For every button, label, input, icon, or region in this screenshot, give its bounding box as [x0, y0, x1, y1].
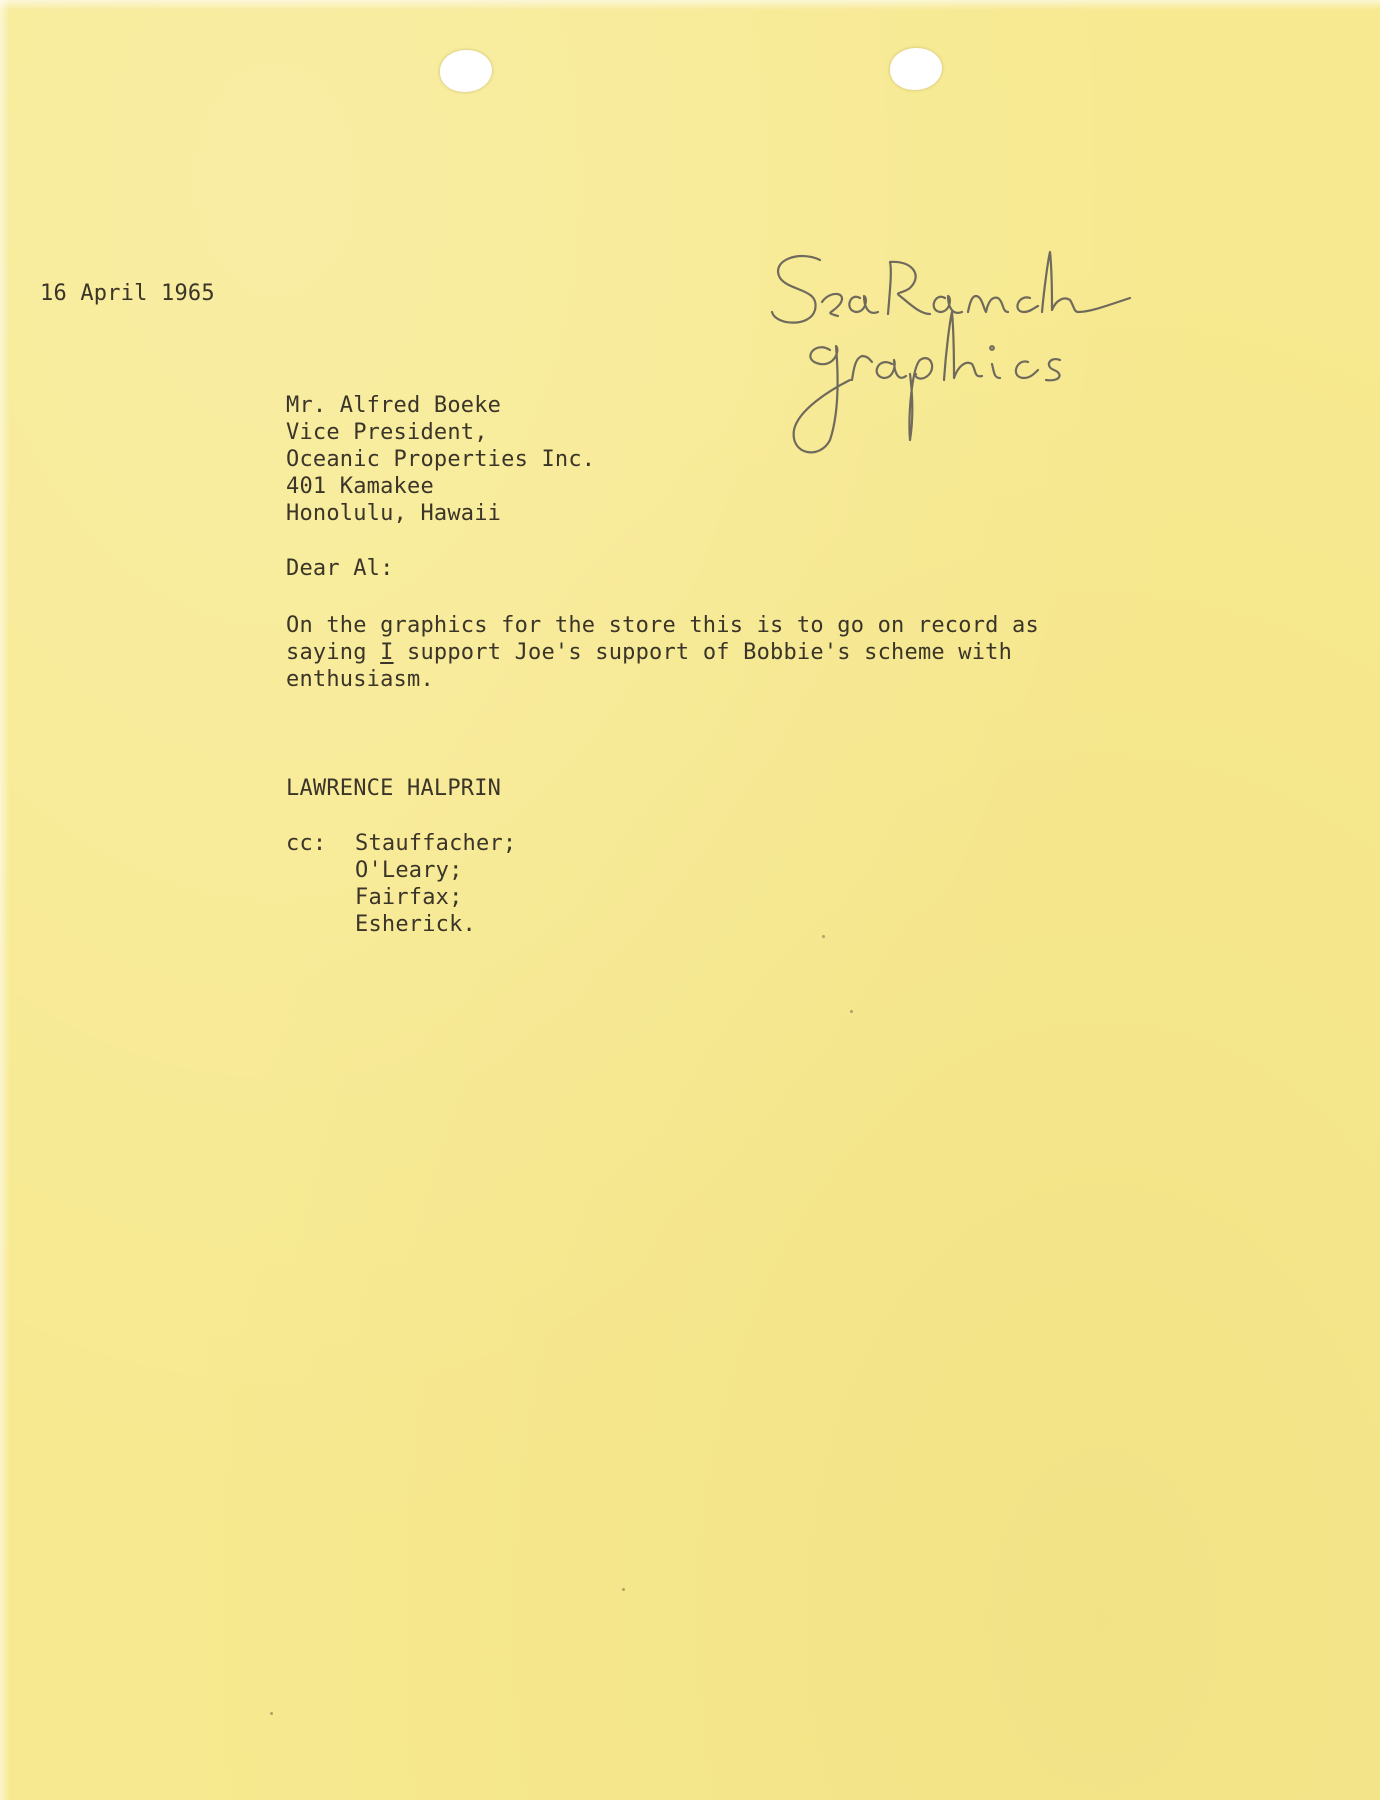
signature-name: LAWRENCE HALPRIN [286, 776, 502, 801]
handwritten-note-drawing [760, 240, 1140, 470]
paper-speck [270, 1712, 273, 1715]
recipient-name: Mr. Alfred Boeke [286, 393, 502, 418]
cc-list [355, 830, 516, 938]
handwritten-note [760, 240, 1140, 470]
paper-edge-left [0, 0, 10, 1800]
punch-hole-left [440, 50, 492, 92]
body-line-3: enthusiasm. [286, 667, 434, 692]
paper-speck [622, 1588, 625, 1591]
paper-edge-top [0, 0, 1380, 10]
recipient-title: Vice President, [286, 420, 488, 445]
cc-recipient: Fairfax; [355, 885, 463, 910]
salutation: Dear Al: [286, 556, 394, 581]
paper-speck [850, 1010, 853, 1013]
letter-body [286, 612, 1106, 693]
recipient-address [286, 392, 595, 527]
recipient-company: Oceanic Properties Inc. [286, 447, 596, 472]
body-line-2 [286, 639, 1106, 666]
recipient-street: 401 Kamakee [286, 474, 434, 499]
body-emphasis-word: I [380, 640, 394, 665]
cc-recipient: Stauffacher; [355, 831, 517, 856]
cc-recipient: Esherick. [355, 912, 477, 937]
paper-speck [822, 935, 825, 938]
cc-recipient: O'Leary; [355, 858, 463, 883]
body-line-2-start: saying [286, 640, 381, 665]
body-line-1: On the graphics for the store this is to go on record as [286, 613, 1039, 638]
body-line-2-end: support Joe's support of Bobbie's scheme with [393, 640, 1013, 665]
punch-hole-right [890, 48, 942, 90]
cc-label: cc: [286, 831, 327, 856]
recipient-city: Honolulu, Hawaii [286, 501, 502, 526]
letter-date: 16 April 1965 [40, 281, 215, 306]
